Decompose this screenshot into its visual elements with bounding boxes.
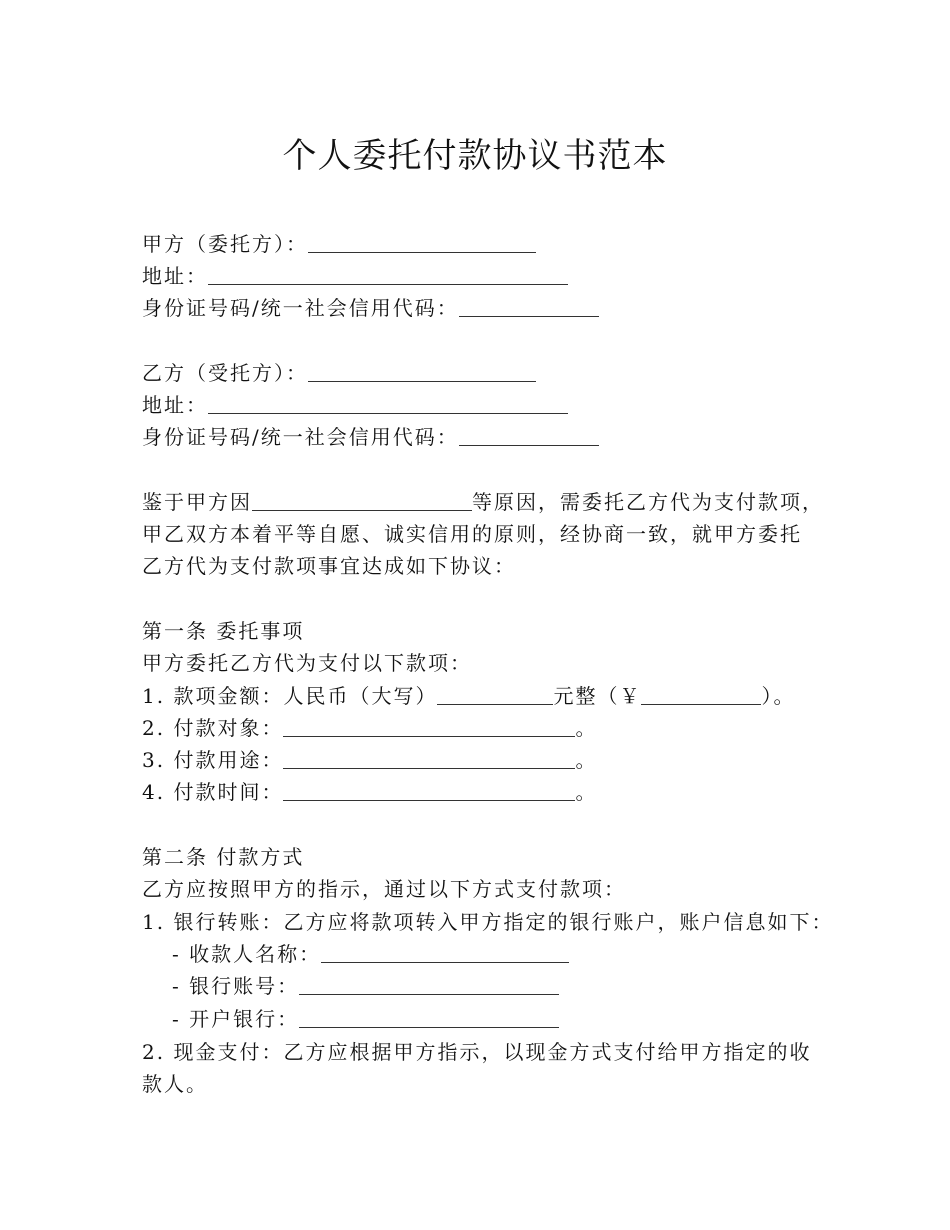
party-b-line xyxy=(142,357,536,389)
party-b-address-line xyxy=(142,389,568,421)
article-1-item-4 xyxy=(142,776,597,808)
party-a-name-blank[interactable] xyxy=(308,230,536,253)
bank-name-blank[interactable] xyxy=(299,1005,559,1028)
party-a-id-blank[interactable] xyxy=(459,294,599,317)
purpose-blank[interactable] xyxy=(283,746,575,769)
party-a-address-blank[interactable] xyxy=(208,262,568,285)
bank-name-label: - 开户银行： xyxy=(172,1007,300,1031)
preamble-line-1 xyxy=(142,486,824,518)
article-2-item-2-line-2: 款人。 xyxy=(142,1072,208,1096)
time-blank[interactable] xyxy=(283,778,575,801)
article-1-item-1 xyxy=(142,680,795,712)
period: 。 xyxy=(575,716,598,740)
article-2-item-1: 1. 银行转账：乙方应将款项转入甲方指定的银行账户，账户信息如下： xyxy=(142,910,834,934)
preamble-line-3: 乙方代为支付款项事宜达成如下协议： xyxy=(142,554,516,578)
amount-number-blank[interactable] xyxy=(641,682,761,705)
party-b-label: 乙方（受托方）： xyxy=(142,361,308,385)
party-a-address-line xyxy=(142,260,568,292)
party-b-id-blank[interactable] xyxy=(459,423,599,446)
purpose-label: 3. 付款用途： xyxy=(142,748,284,772)
bank-account-blank[interactable] xyxy=(299,972,559,995)
party-a-address-label: 地址： xyxy=(142,264,208,288)
bank-account-line xyxy=(172,970,559,1002)
article-2-intro: 乙方应按照甲方的指示，通过以下方式支付款项： xyxy=(142,877,626,901)
party-a-line xyxy=(142,228,536,260)
preamble-suffix: 等原因，需委托乙方代为支付款项， xyxy=(472,490,824,514)
party-a-id-line xyxy=(142,292,599,324)
party-b-name-blank[interactable] xyxy=(308,359,536,382)
party-b-id-label: 身份证号码/统一社会信用代码： xyxy=(142,425,459,449)
payee-name-label: - 收款人名称： xyxy=(172,942,322,966)
payee-label: 2. 付款对象： xyxy=(142,716,284,740)
party-a-id-label: 身份证号码/统一社会信用代码： xyxy=(142,296,459,320)
article-1-heading: 第一条 委托事项 xyxy=(142,619,305,643)
payee-name-line xyxy=(172,938,569,970)
party-a-label: 甲方（委托方）： xyxy=(142,232,308,256)
period: 。 xyxy=(575,780,598,804)
preamble-line-2: 甲乙双方本着平等自愿、诚实信用的原则，经协商一致，就甲方委托 xyxy=(142,522,802,546)
article-1-item-2 xyxy=(142,712,597,744)
party-b-address-blank[interactable] xyxy=(208,391,568,414)
article-2-heading: 第二条 付款方式 xyxy=(142,845,305,869)
payee-blank[interactable] xyxy=(283,714,575,737)
amount-label: 1. 款项金额：人民币（大写） xyxy=(142,684,438,708)
article-1-intro: 甲方委托乙方代为支付以下款项： xyxy=(142,651,472,675)
time-label: 4. 付款时间： xyxy=(142,780,284,804)
amount-mid: 元整（￥ xyxy=(553,684,642,708)
bank-account-label: - 银行账号： xyxy=(172,974,300,998)
article-1-item-3 xyxy=(142,744,597,776)
bank-name-line xyxy=(172,1003,559,1035)
preamble-prefix: 鉴于甲方因 xyxy=(142,490,252,514)
article-2-item-2-line-1: 2. 现金支付：乙方应根据甲方指示，以现金方式支付给甲方指定的收 xyxy=(142,1040,812,1064)
payee-name-blank[interactable] xyxy=(321,940,569,963)
party-b-address-label: 地址： xyxy=(142,393,208,417)
page-title: 个人委托付款协议书范本 xyxy=(282,136,668,176)
amount-suffix: ）。 xyxy=(761,684,796,708)
party-b-id-line xyxy=(142,421,599,453)
period: 。 xyxy=(575,748,598,772)
amount-chinese-blank[interactable] xyxy=(437,682,553,705)
reason-blank[interactable] xyxy=(252,488,472,511)
